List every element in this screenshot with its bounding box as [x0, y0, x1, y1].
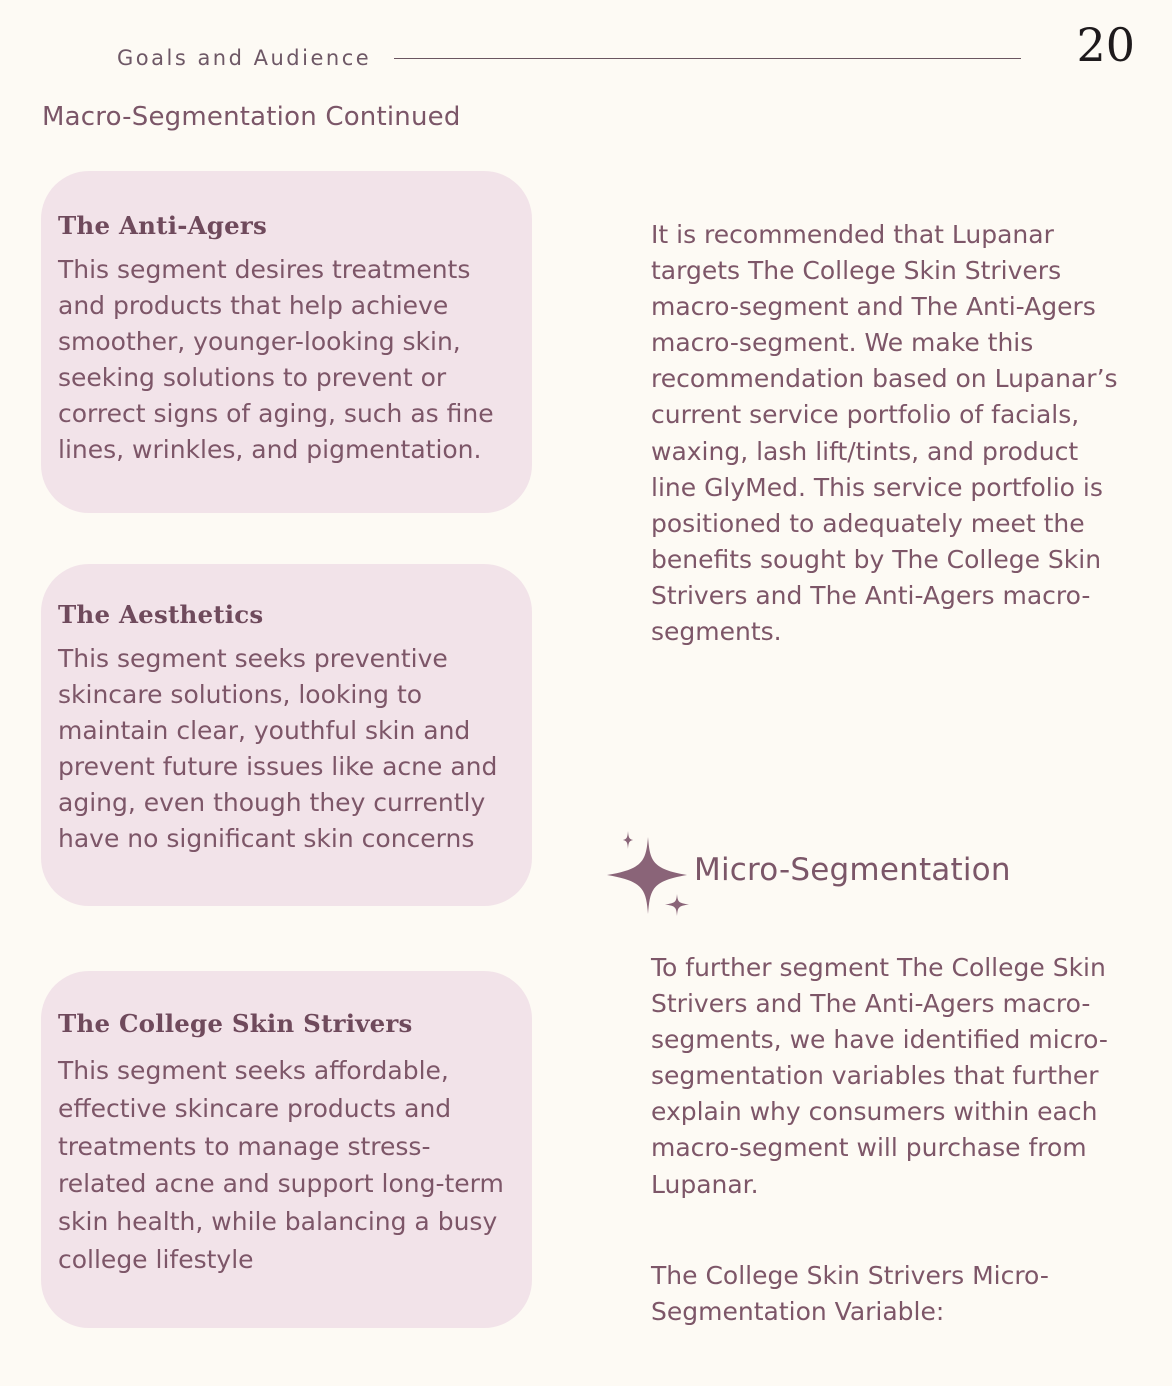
sparkle-icon	[605, 828, 697, 920]
card-title: The Anti-Agers	[58, 211, 268, 240]
card-title: The College Skin Strivers	[58, 1009, 413, 1038]
recommendation-paragraph: It is recommended that Lupanar targets The College Skin Strivers macro-segment and The Anti-Agers macro-segment. We make this recommendation based on Lupanar’s current service portfolio of facials, waxing, lash lift/tints, and product line GlyMed. This service portfolio is positioned to adequately meet the benefits sought by The College Skin Strivers and The Anti-Agers macro-segments.	[651, 220, 1118, 647]
section-title: Macro-Segmentation Continued	[42, 102, 461, 132]
segment-card-anti-agers	[41, 171, 532, 513]
micro-intro-paragraph: To further segment The College Skin Strivers and The Anti-Agers macro-segments, we have identified micro-segmentation variables that further explain why consumers within each macro-segment will purchase from Lupanar.	[651, 953, 1108, 1199]
segment-card-college-skin-strivers	[41, 971, 532, 1328]
micro-variable-label: The College Skin Strivers Micro-Segmentation Variable:	[651, 1261, 1049, 1327]
card-body: This segment seeks preventive skincare solutions, looking to maintain clear, youthful skin and prevent future issues like acne and aging, even though they currently have no significant skin concerns	[58, 644, 498, 854]
page-number: 20	[1076, 18, 1135, 72]
card-body: This segment seeks affordable, effective skincare products and treatments to manage stress-related acne and support long-term skin health, while balancing a busy college lifestyle	[58, 1056, 504, 1274]
segment-card-aesthetics	[41, 564, 532, 906]
header-divider	[394, 58, 1021, 59]
header-label: Goals and Audience	[117, 46, 372, 70]
micro-segmentation-heading: Micro-Segmentation	[694, 852, 1011, 888]
card-body: This segment desires treatments and products that help achieve smoother, younger-looking skin, seeking solutions to prevent or correct signs of aging, such as fine lines, wrinkles, and pigmentation.	[58, 255, 494, 465]
card-title: The Aesthetics	[58, 600, 264, 629]
